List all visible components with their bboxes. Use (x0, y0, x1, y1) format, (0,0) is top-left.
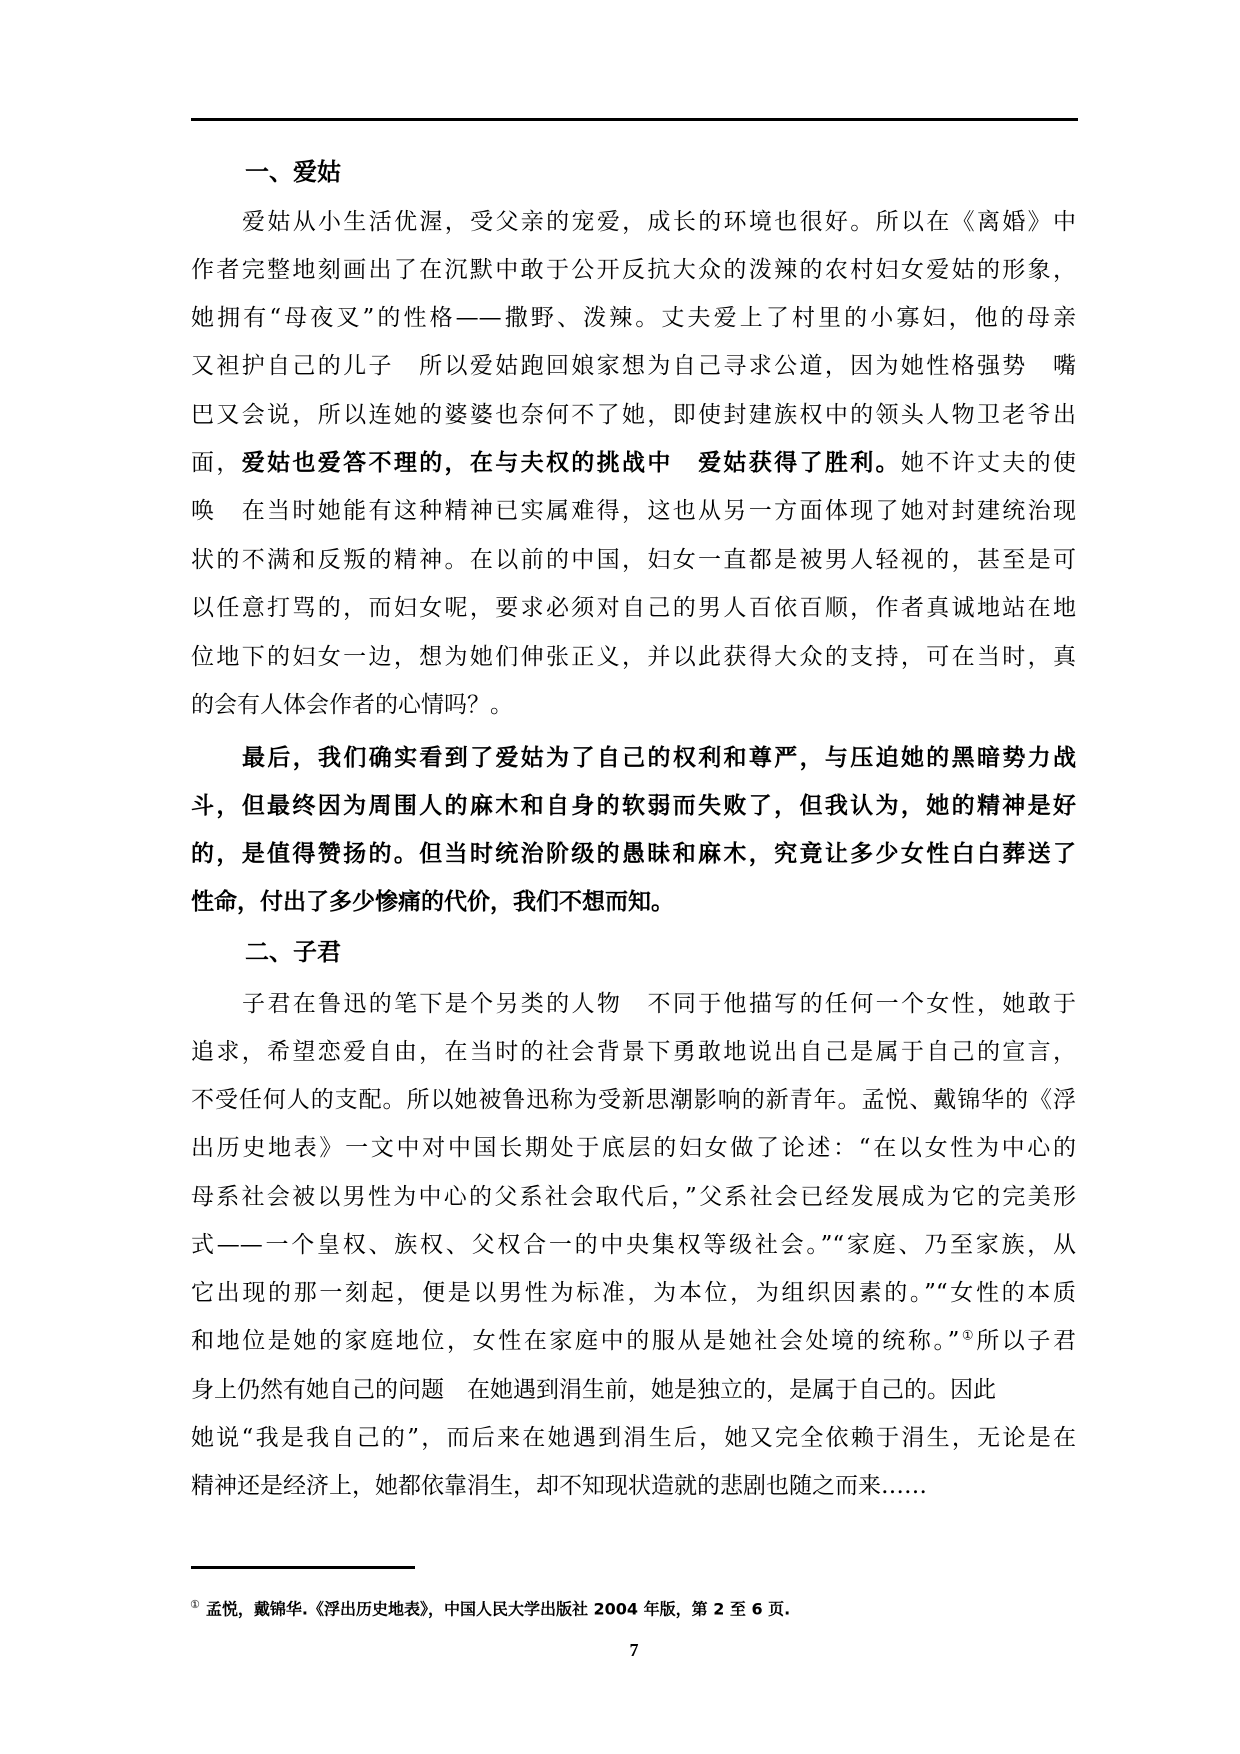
paragraph-line: 它出现的那一刻起，便是以男性为标准，为本位，为组织因素的。”“女性的本质 (191, 1280, 1076, 1306)
footnote-marker: ① (190, 1598, 200, 1611)
paragraph-line: 不受任何人的支配。所以她被鲁迅称为受新思潮影响的新青年。孟悦、戴锦华的《浮 (191, 1087, 1076, 1113)
header-rule (191, 118, 1078, 121)
section-heading-zijun: 二、子君 (245, 938, 341, 966)
paragraph-line: 作者完整地刻画出了在沉默中敢于公开反抗大众的泼辣的农村妇女爱姑的形象， (191, 257, 1076, 283)
paragraph-line: 子君在鲁迅的笔下是个另类的人物 不同于他描写的任何一个女性，她敢于 (242, 991, 1076, 1017)
page-number: 7 (629, 1640, 639, 1660)
paragraph-line: 身上仍然有她自己的问题 在她遇到涓生前，她是独立的，是属于自己的。因此 (191, 1377, 996, 1403)
paragraph-line: 爱姑从小生活优渥，受父亲的宠爱，成长的环境也很好。所以在《离婚》中 (242, 209, 1076, 235)
bold-paragraph-line: 性命，付出了多少惨痛的代价，我们不想而知。 (191, 889, 674, 915)
bold-paragraph-line: 的，是值得赞扬的。但当时统治阶级的愚昧和麻木，究竟让多少女性白白葬送了 (191, 841, 1076, 867)
footnote-text: 孟悦，戴锦华.《浮出历史地表》，中国人民大学出版社 2004 年版，第 2 至 6 页. (205, 1599, 791, 1619)
paragraph-line: 精神还是经济上，她都依靠涓生，却不知现状造就的悲剧也随之而来…… (191, 1473, 927, 1499)
paragraph-line: 母系社会被以男性为中心的父系社会取代后，”父系社会已经发展成为它的完美形 (191, 1184, 1076, 1210)
text-run: 所以子君 (976, 1328, 1076, 1354)
paragraph-line: 状的不满和反叛的精神。在以前的中国，妇女一直都是被男人轻视的，甚至是可 (191, 547, 1076, 573)
text-run: 和地位是她的家庭地位，女性在家庭中的服从是她社会处境的统称。” (191, 1328, 960, 1354)
footnote-separator (191, 1566, 415, 1569)
footnote-reference[interactable]: ① (959, 1328, 977, 1344)
paragraph-line: 她拥有“母夜叉”的性格——撒野、泼辣。丈夫爱上了村里的小寡妇，他的母亲 (191, 305, 1076, 331)
paragraph-line: 她说“我是我自己的”，而后来在她遇到涓生后，她又完全依赖于涓生，无论是在 (191, 1425, 1076, 1451)
paragraph-line: 位地下的妇女一边，想为她们伸张正义，并以此获得大众的支持，可在当时，真 (191, 644, 1076, 670)
paragraph-line: 的会有人体会作者的心情吗？。 (191, 692, 513, 718)
bold-text-run: 爱姑也爱答不理的，在与夫权的挑战中 爱姑获得了胜利。 (241, 450, 901, 476)
paragraph-line: 又袒护自己的儿子 所以爱姑跑回娘家想为自己寻求公道，因为她性格强势 嘴 (191, 353, 1076, 379)
paragraph-line: 以任意打骂的，而妇女呢，要求必须对自己的男人百依百顺，作者真诚地站在地 (191, 595, 1076, 621)
paragraph-line: 追求，希望恋爱自由，在当时的社会背景下勇敢地说出自己是属于自己的宣言， (191, 1039, 1076, 1065)
text-run: 她不许丈夫的使 (900, 450, 1076, 476)
paragraph-line-mixed (191, 443, 1076, 483)
text-run: 面， (191, 450, 242, 476)
paragraph-line: 巴又会说，所以连她的婆婆也奈何不了她，即使封建族权中的领头人物卫老爷出 (191, 402, 1076, 428)
paragraph-line: 唤 在当时她能有这种精神已实属难得，这也从另一方面体现了她对封建统治现 (191, 498, 1076, 524)
bold-paragraph-line: 斗，但最终因为周围人的麻木和自身的软弱而失败了，但我认为，她的精神是好 (191, 793, 1076, 819)
section-heading-aigu: 一、爱姑 (245, 158, 341, 186)
paragraph-line: 出历史地表》一文中对中国长期处于底层的妇女做了论述：“在以女性为中心的 (191, 1135, 1076, 1161)
paragraph-line-with-footnote (191, 1321, 1076, 1361)
footnote (190, 1592, 790, 1618)
paragraph-line: 式——一个皇权、族权、父权合一的中央集权等级社会。”“家庭、乃至家族，从 (191, 1232, 1076, 1258)
bold-paragraph-line: 最后，我们确实看到了爱姑为了自己的权利和尊严，与压迫她的黑暗势力战 (242, 745, 1076, 771)
